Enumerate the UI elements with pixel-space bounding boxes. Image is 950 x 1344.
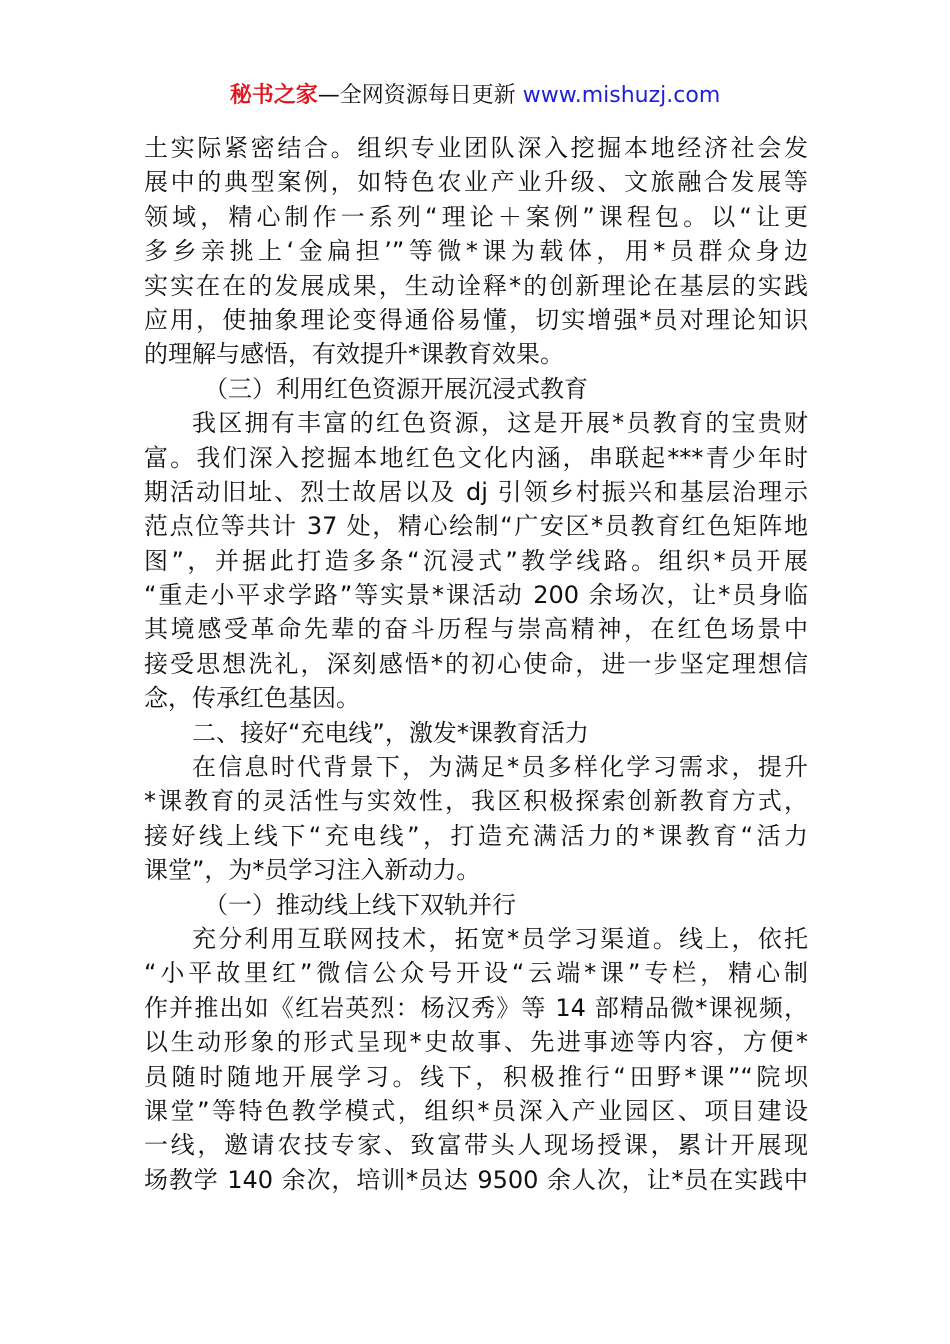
section-heading: 二、接好“充电线”，激发*课教育活力	[192, 718, 589, 747]
text-line: 念，传承红色基因。	[144, 684, 360, 713]
header-tagline: —全网资源每日更新	[317, 83, 523, 108]
brand-name: 秘书之家	[229, 83, 318, 108]
text-line: 课堂”，为*员学习注入新动力。	[144, 856, 481, 885]
text-line: 土实际紧密结合。组织专业团队深入挖掘本地经济社会发	[144, 134, 808, 162]
text-line: “重走小平求学路”等实景*课活动 200 余场次，让*员身临	[144, 581, 808, 610]
text-line: 一线，邀请农技专家、致富带头人现场授课，累计开展现	[144, 1131, 808, 1160]
section-heading: （三）利用红色资源开展沉浸式教育	[204, 374, 588, 403]
text-line: 多乡亲挑上‘金扁担’”等微*课为载体，用*员群众身边	[144, 237, 808, 266]
text-line: 的理解与感悟，有效提升*课教育效果。	[144, 340, 564, 369]
text-line: 课堂”等特色教学模式，组织*员深入产业园区、项目建设	[144, 1096, 808, 1125]
site-url[interactable]: www.mishuzj.com	[522, 83, 721, 108]
text-line: 作并推出如《红岩英烈：杨汉秀》等 14 部精品微*课视频，	[144, 993, 808, 1022]
text-line: *课教育的灵活性与实效性，我区积极探索创新教育方式，	[144, 787, 808, 816]
document-body	[144, 131, 808, 1197]
section-heading: （一）推动线上线下双轨并行	[204, 890, 516, 919]
page-header	[0, 80, 950, 112]
text-line: 充分利用互联网技术，拓宽*员学习渠道。线上，依托	[192, 924, 808, 953]
text-line: 实实在在的发展成果，生动诠释*的创新理论在基层的实践	[144, 271, 808, 300]
text-line: 接受思想洗礼，深刻感悟*的初心使命，进一步坚定理想信	[144, 649, 808, 678]
text-line: 在信息时代背景下，为满足*员多样化学习需求，提升	[192, 753, 808, 782]
text-line: “小平故里红”微信公众号开设“云端*课”专栏，精心制	[144, 959, 808, 988]
text-line: 富。我们深入挖掘本地红色文化内涵，串联起***青少年时	[144, 443, 808, 472]
text-line: 其境感受革命先辈的奋斗历程与崇高精神，在红色场景中	[144, 615, 808, 644]
text-line: 范点位等共计 37 处，精心绘制“广安区*员教育红色矩阵地	[144, 512, 808, 541]
text-line: 展中的典型案例，如特色农业产业升级、文旅融合发展等	[144, 168, 808, 197]
text-line: 图”，并据此打造多条“沉浸式”教学线路。组织*员开展	[144, 546, 808, 575]
text-line: 场教学 140 余次，培训*员达 9500 余人次，让*员在实践中	[144, 1165, 808, 1194]
text-line: 我区拥有丰富的红色资源，这是开展*员教育的宝贵财	[192, 409, 808, 438]
text-line: 领域，精心制作一系列“理论＋案例”课程包。以“让更	[144, 202, 808, 231]
text-line: 应用，使抽象理论变得通俗易懂，切实增强*员对理论知识	[144, 305, 808, 334]
text-line: 期活动旧址、烈士故居以及 dj 引领乡村振兴和基层治理示	[144, 477, 808, 506]
text-line: 以生动形象的形式呈现*史故事、先进事迹等内容，方便*	[144, 1028, 808, 1057]
text-line: 接好线上线下“充电线”，打造充满活力的*课教育“活力	[144, 821, 808, 850]
text-line: 员随时随地开展学习。线下，积极推行“田野*课”“院坝	[144, 1062, 808, 1091]
